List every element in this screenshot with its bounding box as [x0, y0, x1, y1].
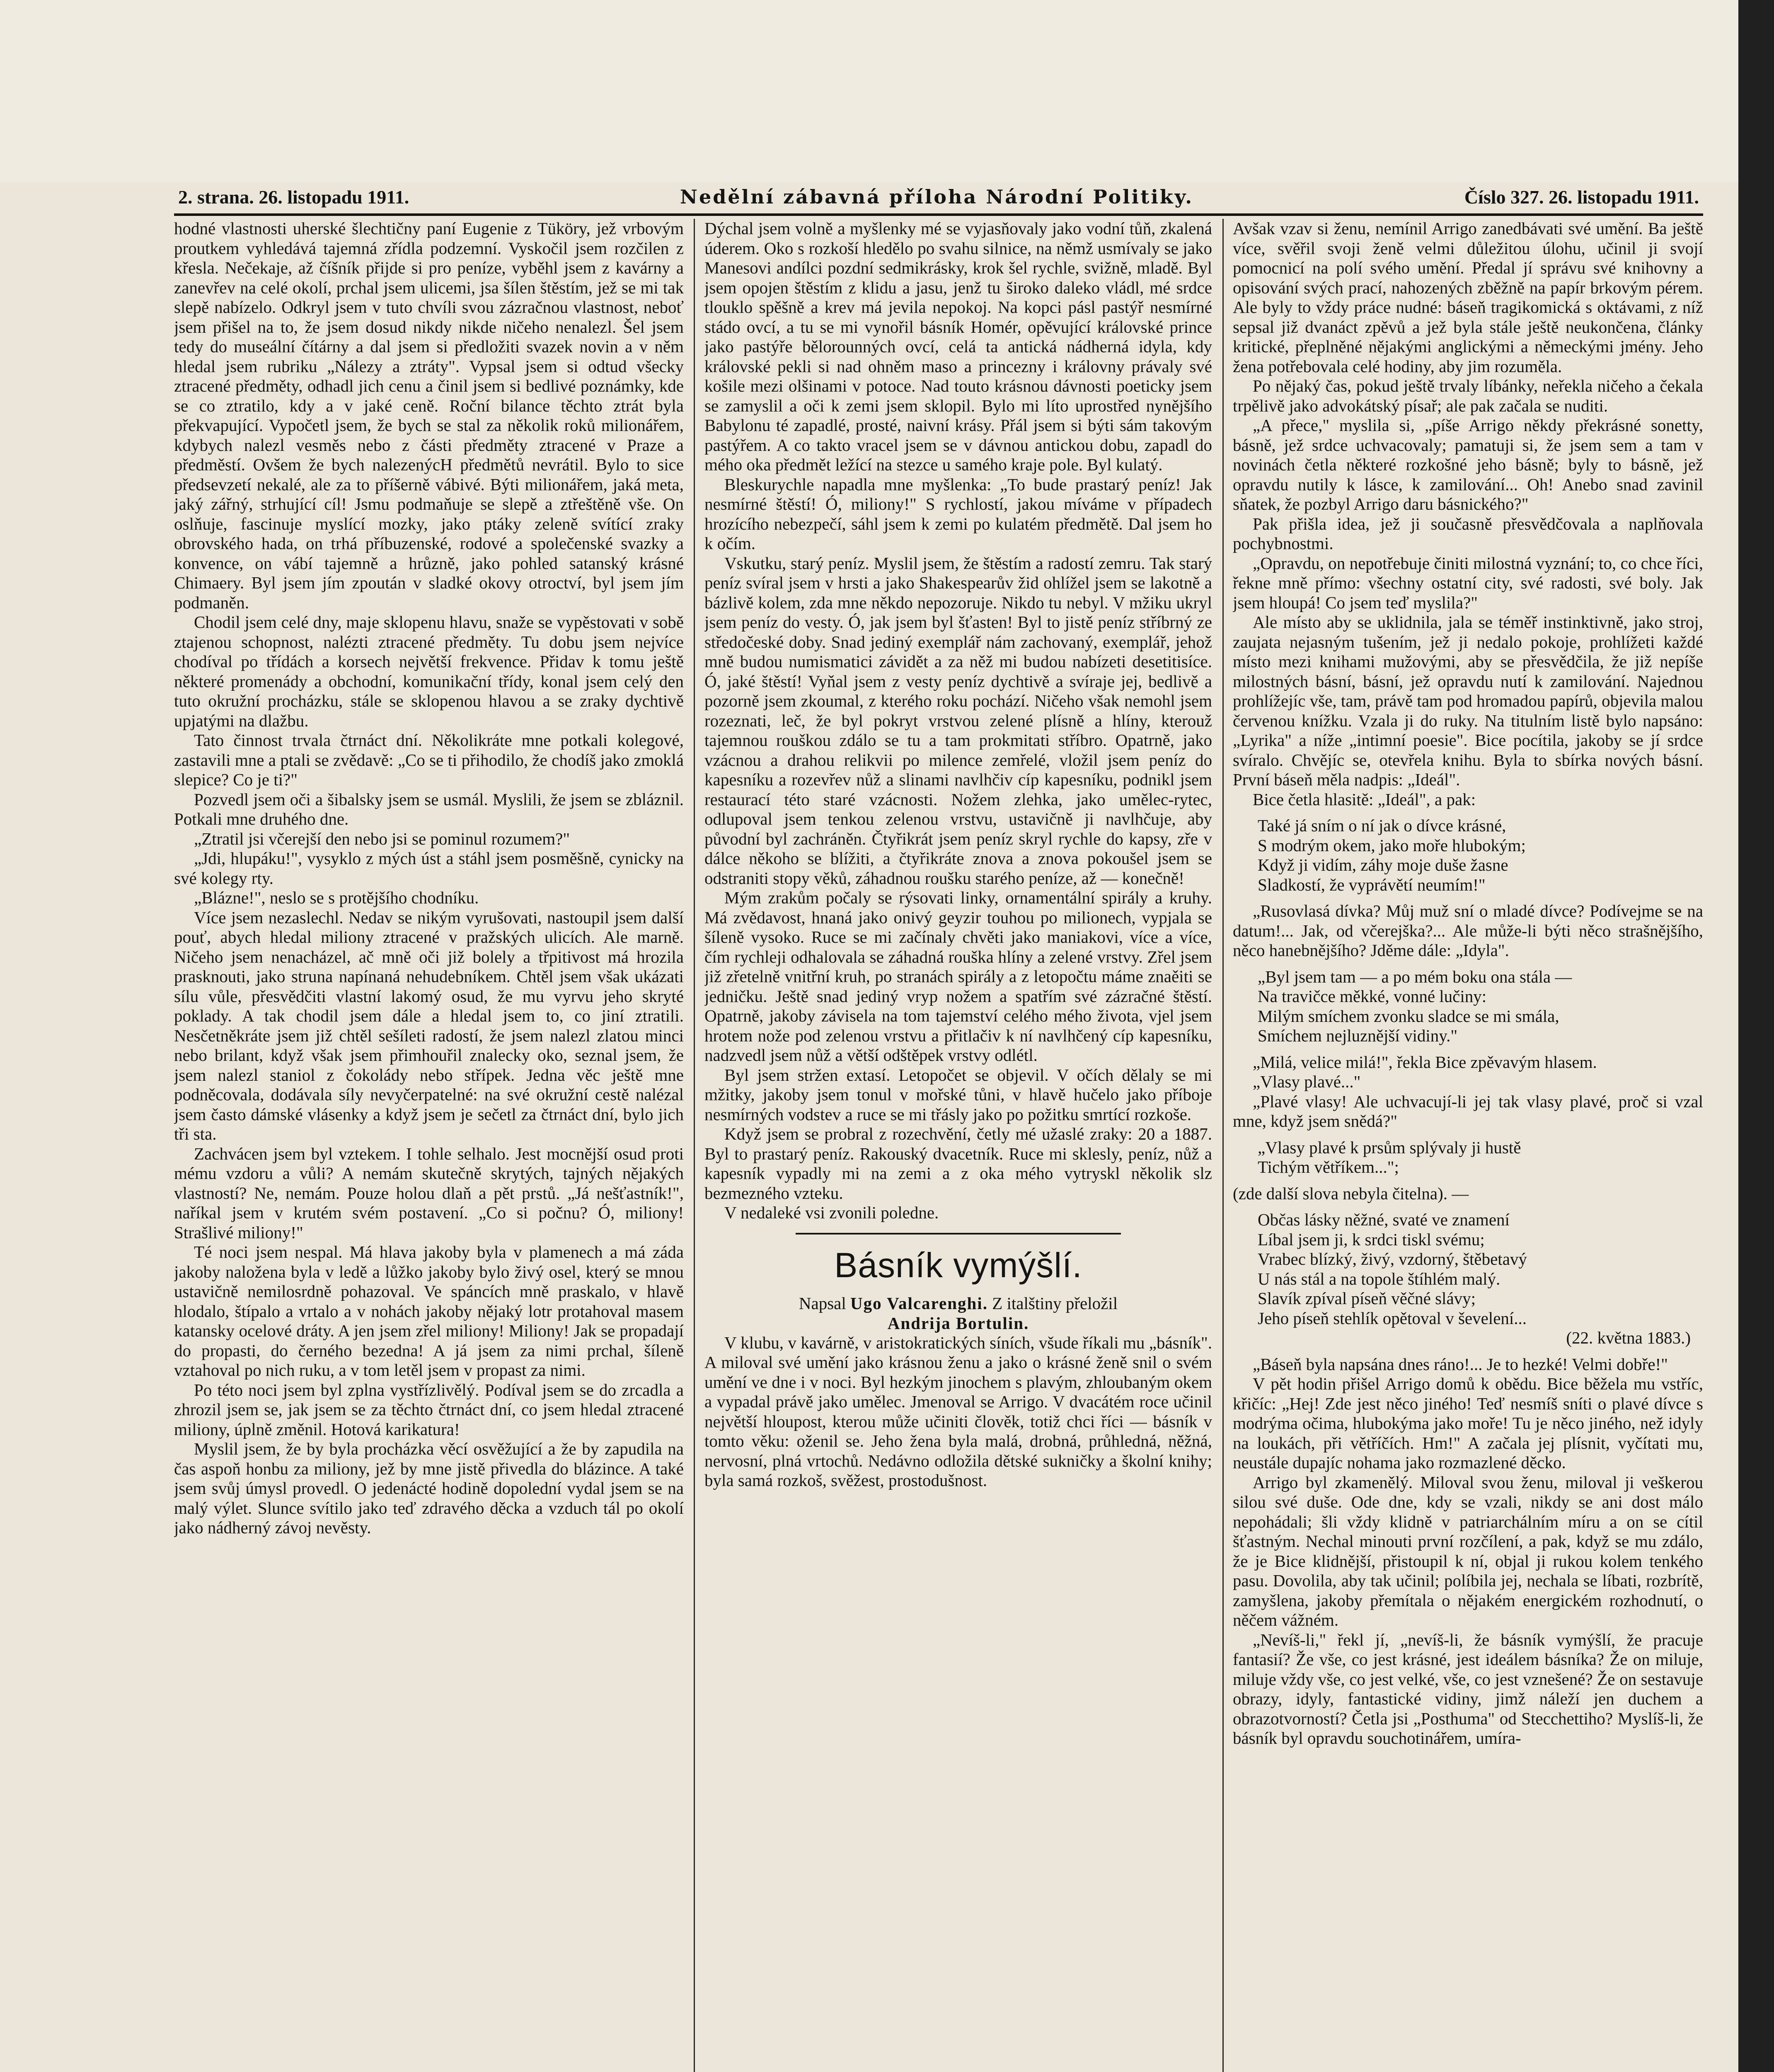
paragraph: „Nevíš-li," řekl jí, „nevíš-li, že básník vymýšlí, že pracuje fantasií? Že vše, co jest krásné, jest ideálem básníka? Že on miluje, miluje vždy vše, co jest velké, vše, co jest vznešené? Že on sestavuje obrazy, idyly, fantastické vidiny, jimž náleží jen duchem a obrazotvorností? Četla jsi „Posthuma" od Stecchettiho? Myslíš-li, že básník byl opravdu souchotinářem, umíra-: [1233, 1630, 1703, 1748]
paragraph: „Opravdu, on nepotřebuje činiti milostná vyznání; to, co chce říci, řekne mně přímo: všechny ostatní city, své radosti, své boly. Jak jsem hloupá! Co jsem teď myslila?": [1233, 553, 1703, 612]
paragraph: „A přece," myslila si, „píše Arrigo někdy překrásné sonetty, básně, jež srdce uchvacovaly; pamatuji si, že jsem sem a tam v novinách četla některé rozkošné jeho básně; byly to básně, jež opravdu nutily k lásce, k zamilování... Oh! Anebo snad zavinil sňatek, že pozbyl Arrigo daru básnického?": [1233, 416, 1703, 513]
paragraph: hodné vlastnosti uherské šlechtičny paní Eugenie z Tüköry, jež vrbovým proutkem vyhledává tajemná zřídla podzemní. Vyskočil jsem rozčilen z křesla. Nečekaje, až číšník přijde si pro peníze, vyběhl jsem z kavárny a zanevřev na celé okolí, prchal jsem ulicemi, jsa šílen štěstím, jež se mi tak slepě nabízelo. Odkryl jsem v tuto chvíli svou zázračnou vlastnost, neboť jsem přišel na to, že jsem dosud nikdy nikde ničeho nenalezl. Šel jsem tedy do museální čítárny a dal jsem si předložiti svazek novin a v něm hledal jsem rubriku „Nálezy a ztráty". Vypsal jsem si odtud všecky ztracené předměty, odhadl jich cenu a činil jsem si bedlivé poznámky, kde se co ztratilo, kdy a v jaké ceně. Roční bilance těchto ztrát byla překvapující. Vypočetl jsem, že bych se stal za několik roků milionářem, kdybych nalezl vesměs nebo z části předměty ztracené v Praze a předměstí. Ovšem že bych nalezenýcH předmětů nevrátil. Bylo to sice předsevzetí nekalé, ale za to příšerně vábivé. Býti milionářem, jaká meta, jaký zářný, strhující cíl! Jsmu podmaňuje se slepě a ztřeštěně vše. On oslňuje, fascinuje myslící mozky, jako ptáky zeleně svítící zraky obrovského hada, on trhá příbuzenské, rodové a společenské svazky a konvence, on vábí tajemně a hrůzně, jako pohled satanský krásné Chimaery. Byl jsem jím zpoután v sladké okovy otroctví, byl jsem jím podmaněn.: [174, 219, 684, 612]
header-center: Nedělní zábavná příloha Národní Politiky.: [680, 186, 1194, 208]
poem-line: Milým smíchem zvonku sladce se mi smála,: [1258, 1006, 1559, 1026]
paragraph: „Rusovlasá dívka? Můj muž sní o mladé dívce? Podívejme se na datum!... Jak, od včerejška?... Ale může-li býti něco strašnějšího, něco hanebnějšího? Jděme dále: „Idyla".: [1233, 901, 1703, 960]
story-divider: [796, 1233, 1121, 1234]
paragraph: „Milá, velice milá!", řekla Bice zpěvavým hlasem.: [1253, 1052, 1597, 1072]
story-title: Básník vymýšlí.: [834, 1245, 1082, 1285]
poem-line: S modrým okem, jako moře hlubokým;: [1258, 835, 1526, 855]
header-right: Číslo 327. 26. listopadu 1911.: [1464, 186, 1699, 208]
paragraph: „Ztratil jsi včerejší den nebo jsi se pominul rozumem?": [194, 829, 570, 848]
paragraph: Pozvedl jsem oči a šibalsky jsem se usmál. Myslili, že jsem se zbláznil. Potkali mne druhého dne.: [174, 789, 684, 828]
header-rule: [174, 213, 1703, 216]
page-header: [178, 186, 1699, 211]
paragraph: Avšak vzav si ženu, nemínil Arrigo zanedbávati své umění. Ba ještě více, svěřil svoji ženě velmi důležitou úlohu, učinil ji svojí pomocnicí na polí svého umění. Předal jí správu své knihovny a opisování svých prací, nahozených zběžně na papír brkovým pérem. Ale byly to vždy práce nudné: báseň tragikomická s oktávami, z níž sepsal již dvanáct zpěvů a jež byla stále ještě neukončena, články kritické, přeplněné nějakými anglickými a německými jmény. Jeho žena potřebovala celé hodiny, aby jim rozuměla.: [1233, 219, 1703, 376]
paragraph: Té noci jsem nespal. Má hlava jakoby byla v plamenech a má záda jakoby naložena byla v ledě a lůžko jakoby bylo živý osel, který se mnou ustavičně nemilosrdně pohazoval. Ve spáncích mně praskalo, v hlavě hlodalo, štípalo a vrtalo a v nohách jakoby nějaký lotr protahoval masem katansky ocelové dráty. A jen jsem zřel miliony! Miliony! Jak se propadají do propasti, do černého bezedna! A já jsem za nimi prchal, šíleně vztahoval po nich ruku, a v tom letěl jsem v propast za nimi.: [174, 1242, 684, 1380]
byline-author: Ugo Valcarenghi.: [850, 1293, 988, 1313]
poem-line: Sladkostí, že vyprávětí neumím!": [1258, 875, 1486, 894]
byline-mid: Z italštiny přeložil: [992, 1293, 1118, 1313]
paragraph: „Vlasy plavé...": [1253, 1072, 1361, 1091]
poem-line: Jeho píseň stehlík opětoval v ševelení...: [1258, 1308, 1527, 1328]
paragraph: Když jsem se probral z rozechvění, četly mé užaslé zraky: 20 a 1887. Byl to prastarý peníz. Rakouský dvacetník. Ruce mi sklesly, peníz, nůž a kapesník vypadly mi na zemi a z oka mého vytryskl několik slz bezmezného vzteku.: [704, 1124, 1212, 1203]
paragraph: Mým zrakům počaly se rýsovati linky, ornamentální spirály a kruhy. Má zvědavost, hnaná jako onivý geyzir touhou po milionech, vypjala se šíleně vysoko. Ruce se mi začínaly chvěti jako maniakovi, více a více, čím rychleji odhalovala se záhadná rouška hlíny a zelené vrstvy. Zřel jsem již zřetelně vnitřní kruh, po stranách spirály a z letopočtu máme znaěiti se jedničku. Ještě snad jediný vryp nožem a spatřím své zázračné štěstí. Opatrně, jakoby závisela na tom tajemství celého mého života, vjel jsem hrotem nože pod zelenou vrstvu a přitlačiv k ní navlhčený cíp kapesníku, nadzvedl jsem nůž a větší odštěpek vrstvy odlétl.: [704, 888, 1212, 1065]
page-edge: [1738, 0, 1774, 2072]
poem-ideal: [1258, 816, 1703, 895]
poem-line: Občas lásky něžné, svaté ve znamení: [1258, 1210, 1510, 1229]
poem-line: „Vlasy plavé k prsům splývaly ji hustě: [1258, 1138, 1521, 1157]
column-1: [174, 219, 684, 2072]
paragraph: „Blázne!", neslo se s protějšího chodníku.: [194, 888, 479, 907]
paragraph: „Plavé vlasy! Ale uchvacují-li jej tak vlasy plavé, proč si vzal mne, když jsem snědá?": [1233, 1092, 1703, 1130]
paragraph: Myslil jsem, že by byla procházka věcí osvěžující a že by zapudila na čas aspoň honbu za miliony, jež by mne jistě přivedla do blázince. A také jsem svůj úmysl provedl. O jedenácté hodině dopolední vydal jsem se na malý výlet. Slunce svítilo jako teď zdravého děcka a vzduch tál po okolí jako nádherný závoj nevěsty.: [174, 1439, 684, 1537]
poem-line: Také já sním o ní jak o dívce krásné,: [1258, 816, 1506, 835]
column-2: [704, 219, 1212, 2072]
paragraph: „Báseň byla napsána dnes ráno!... Je to hezké! Velmi dobře!": [1253, 1354, 1668, 1374]
poem-line: Tichým větříkem...";: [1258, 1157, 1399, 1176]
paragraph: Bleskurychle napadla mne myšlenka: „To bude prastarý peníz! Jak nesmírné štěstí! Ó, miliony!" S rychlostí, jakou míváme v případech hrozícího nebezpečí, sáhl jsem k zemi po kulatém předmětě. Dal jsem ho k očím.: [704, 474, 1212, 553]
paragraph: V klubu, v kavárně, v aristokratických síních, všude říkali mu „básník". A miloval své umění jako krásnou ženu a jako o krásné ženě snil o svém umění ve dne i v noci. Byl hezkým jinochem s plavým, zhloubaným okem a vypadal právě jako umělec. Jmenoval se Arrigo. V dvacátém roce učinil největší hloupost, kterou může učiniti člověk, totiž chci říci — básník v tomto věku: oženil se. Jeho žena byla malá, drobná, průhledná, něžná, nervosní, plná vrtochů. Nedávno odložila dětské sukničky a školní knihy; byla samá rozkoš, svěžest, prostodušnost.: [704, 1333, 1212, 1490]
paragraph: Po této noci jsem byl zplna vystřízlivělý. Podíval jsem se do zrcadla a zhrozil jsem se, jak jsem se za těchto čtrnáct dní, co jsem hledal ztracené miliony, úplně změnil. Hotová karikatura!: [174, 1380, 684, 1439]
poem-idyla: [1258, 967, 1703, 1046]
poem-line: Když ji vidím, záhy moje duše žasne: [1258, 855, 1508, 874]
paragraph: Byl jsem stržen extasí. Letopočet se objevil. V očích dělaly se mi mžitky, jakoby jsem tonul v mořské tůni, v hlavě hučelo jako příboje nesmírných vodstev a ruce se mi třásly jako po požitku smrtící rozkoše.: [704, 1065, 1212, 1124]
paragraph: Chodil jsem celé dny, maje sklopenu hlavu, snaže se vypěstovati v sobě ztajenou schopnost, nalézti ztracené předměty. Tu dobu jsem nejvíce chodíval po třídách a korsech největší frekvence. Přidav k tomu ještě některé promenády a obchodní, komunikační třídy, konal jsem celý den tuto okružní procházku, stále se sklopenou hlavou a se zraky dychtivě upjatými na dlažbu.: [174, 612, 684, 730]
paragraph: Pak přišla idea, jež ji současně přesvědčovala a naplňovala pochybnostmi.: [1233, 514, 1703, 553]
paragraph: V nedaleké vsi zvonili poledne.: [724, 1203, 939, 1222]
paragraph: „Jdi, hlupáku!", vysyklo z mých úst a stáhl jsem posměšně, cynicky na své kolegy rty.: [174, 849, 684, 888]
poem-date: (22. května 1883.): [1566, 1328, 1691, 1347]
byline-translator: Andrija Bortulin.: [887, 1313, 1029, 1333]
poem-line: Smíchem nejluznější vidiny.": [1258, 1026, 1458, 1045]
paragraph: V pět hodin přišel Arrigo domů k obědu. Bice běžela mu vstříc, křičíc: „Hej! Zde jest něco jiného! Teď nesmíš sníti o plavé dívce s modrýma očima, hlubokýma jako moře! Tu je něco jiného, než idyly na loukách, při větříčích. Hm!" A začala jej plísnit, vyčítati mu, neustále dupajíc nohama jako rozmazlené děcko.: [1233, 1374, 1703, 1472]
paragraph: Po nějaký čas, pokud ještě trvaly líbánky, neřekla ničeho a čekala trpělivě jako advokátský písař; ale pak začala se nuditi.: [1233, 376, 1703, 415]
poem-line: Na travičce měkké, vonné lučiny:: [1258, 987, 1487, 1006]
paragraph: Ale místo aby se uklidnila, jala se téměř instinktivně, jako stroj, zaujata nejasným tušením, jež ji nedalo pokoje, prohlížeti každé místo mezi knihami mužovými, aby se přesvědčila, že již nepíše milostných básní, básní, jež opravdu nutí k zamilování. Najednou prohlížejíc vše, tam, právě tam pod hromadou papírů, objevila malou červenou knížku. Vzala ji do ruky. Na titulním listě bylo napsáno: „Lyrika" a níže „intimní poesie". Bice pocítila, jakoby se jí srdce svíralo. Chvějíc se, otevřela knihu. Byla to sbírka nových básní. První báseň měla nadpis: „Ideál".: [1233, 612, 1703, 789]
paragraph: Bice četla hlasitě: „Ideál", a pak:: [1253, 789, 1476, 809]
column-3: [1233, 219, 1703, 2072]
poem-laska: [1258, 1210, 1703, 1348]
poem-line: „Byl jsem tam — a po mém boku ona stála —: [1258, 967, 1572, 986]
paragraph: Vskutku, starý peníz. Myslil jsem, že štěstím a radostí zemru. Tak starý peníz svíral jsem v hrsti a jako Shakespearův žid ohlížel jsem se lakotně a bázlivě kolem, zda mne někdo nepozoruje. Nikdo tu nebyl. V mžiku ukryl jsem peníz do vesty. Ó, jak jsem byl šťasten! Byl to jistě peníz stříbrný ze středočeské doby. Snad jediný exemplář nám zachovaný, exemplář, jehož mně budou numismatici závidět a za něž mi budou nabízeti desetitisíce. Ó, jaké štěstí! Vyňal jsem z vesty peníz dychtivě a svíraje jej, bedlivě a pozorně jsem zkoumal, z kterého roku pochází. Ničeho však nemohl jsem rozeznati, leč, že byl pokryt vrstvou zelené plísně a hlíny, kterouž tajemnou rouškou zdálo se tu a tam prokmitati stříbro. Opatrně, jako vzácnou a drahou relikvii po milence zemřelé, vložil jsem peníz do kapesníku a rozevřev nůž a slinami navlhčiv cíp kapesníku, podnikl jsem restaurací této staré vzácnosti. Nožem zlehka, jako umělec-rytec, odlupoval jsem tenkou zelenou vrstvu, ustavičně ji navlhčuje, aby původní byl zachráněn. Čtyřikrát jsem peníz skryl rychle do kapsy, zře v dálce někoho se blížiti, a čtyřikráte znova a znova pokoušel jsem se odstraniti stopy věků, záhadnou roušku starého peníze, až — konečně!: [704, 553, 1212, 888]
poem-line: Vrabec blízký, živý, vzdorný, štěbetavý: [1258, 1249, 1527, 1268]
header-left: 2. strana. 26. listopadu 1911.: [178, 186, 409, 208]
column-rule: [694, 219, 695, 2072]
poem-line: Slavík zpíval píseň věčné slávy;: [1258, 1289, 1476, 1308]
poem-line: Líbal jsem ji, k srdci tiskl svému;: [1258, 1230, 1485, 1249]
paragraph: Tato činnost trvala čtrnáct dní. Několikráte mne potkali kolegové, zastavili mne a ptali se zvědavě: „Co se ti přihodilo, že chodíš jako zmoklá slepice? Co je ti?": [174, 731, 684, 789]
story-byline: [704, 1293, 1212, 1333]
top-margin: [0, 0, 1738, 182]
poem-vlasy: [1258, 1138, 1703, 1177]
paragraph: Arrigo byl zkamenělý. Miloval svou ženu, miloval ji veškerou silou své duše. Ode dne, kdy se vzali, nikdy se ani dost málo nepohádali; šli vždy klidně v patriarchálním míru a on se cítil šťastným. Nechal minouti první rozčílení, a pak, když se mu zdálo, že je Bice klidnější, přistoupil k ní, objal ji rukou kolem tenkého pasu. Dovolila, aby tak učinil; políbila jej, nechala se líbati, rozbrítě, zamyšlena, jakoby přemítala o nějakém energickém rozhodnutí, o něčem vážném.: [1233, 1472, 1703, 1629]
column-rule: [1222, 219, 1224, 2072]
byline-prefix: Napsal: [799, 1293, 846, 1313]
poem-line: U nás stál a na topole štíhlém malý.: [1258, 1269, 1501, 1288]
paragraph: Více jsem nezaslechl. Nedav se nikým vyrušovati, nastoupil jsem další pouť, abych hledal miliony ztracené v pražských ulicích. Ale marně. Ničeho jsem nenacházel, ač mně oči již bolely a třpitivost má hrozila prasknouti, jako struna napínaná nehudebníkem. Chtěl jsem však ukázati sílu vůle, přesvědčiti vlastní lakomý osud, že mu vyrvu jeho skryté poklady. A tak chodil jsem dále a hledal jsem to, co jiní ztratili. Nesčetněkráte jsem již chtěl sešíleti radostí, že jsem nalezl zlatou minci nebo brilant, když však jsem přimhouřil znalecky oko, seznal jsem, že jsem nalezl staniol z čokolády nebo střípek. Jedna věc ještě mne podněcovala, dodávala síly nevyčerpatelné: na své okružní cestě nalézal jsem často dámské vlásenky a když jsem je sečetl za čtrnáct dní, bylo jich tři sta.: [174, 908, 684, 1143]
editor-note: (zde další slova nebyla čitelna). —: [1233, 1184, 1469, 1203]
paragraph: Dýchal jsem volně a myšlenky mé se vyjasňovaly jako vodní tůň, zkalená úderem. Oko s rozkoší hledělo po svahu silnice, na němž usmívaly se jako Manesovi andílci pozdní sedmikrásky, krok šel rychle, svižně, mladě. Byl jsem opojen štěstím z klidu a jasu, jenž tu široko daleko vládl, mé srdce tlouklo spěšně a krev má jevila nepokoj. Na kopci pásl pastýř nesmírné stádo ovcí, a tu se mi vynořil básník Homér, opěvující královské prince jako pastýře bělorounných ovcí, celá ta antická nádherná idyla, kdy královské pekli si nad ohněm maso a princezny i královny právaly své košile mezi olšinami v potoce. Nad touto krásnou dávnosti poeticky jsem se zamyslil a oči k zemi jsem sklopil. Bylo mi líto uprostřed nynějšího Babylonu té zapadlé, prosté, naivní krásy. Přál jsem si býti sám takovým pastýřem. A co takto vracel jsem se v dávnou antickou dobu, zapadl do mého oka předmět ležící na stezce u samého kraje pole. Byl kulatý.: [704, 219, 1212, 474]
paragraph: Zachvácen jsem byl vztekem. I tohle selhalo. Jest mocnější osud proti mému vzdoru a vůli? A nemám skutečně skrytých, tajných nějakých vlastností? Ne, nemám. Pouze holou dlaň a pět prstů. „Já nešťastník!", naříkal jsem v krutém svém postavení. „Co si počnu? Ó, miliony! Strašlivé miliony!": [174, 1144, 684, 1242]
